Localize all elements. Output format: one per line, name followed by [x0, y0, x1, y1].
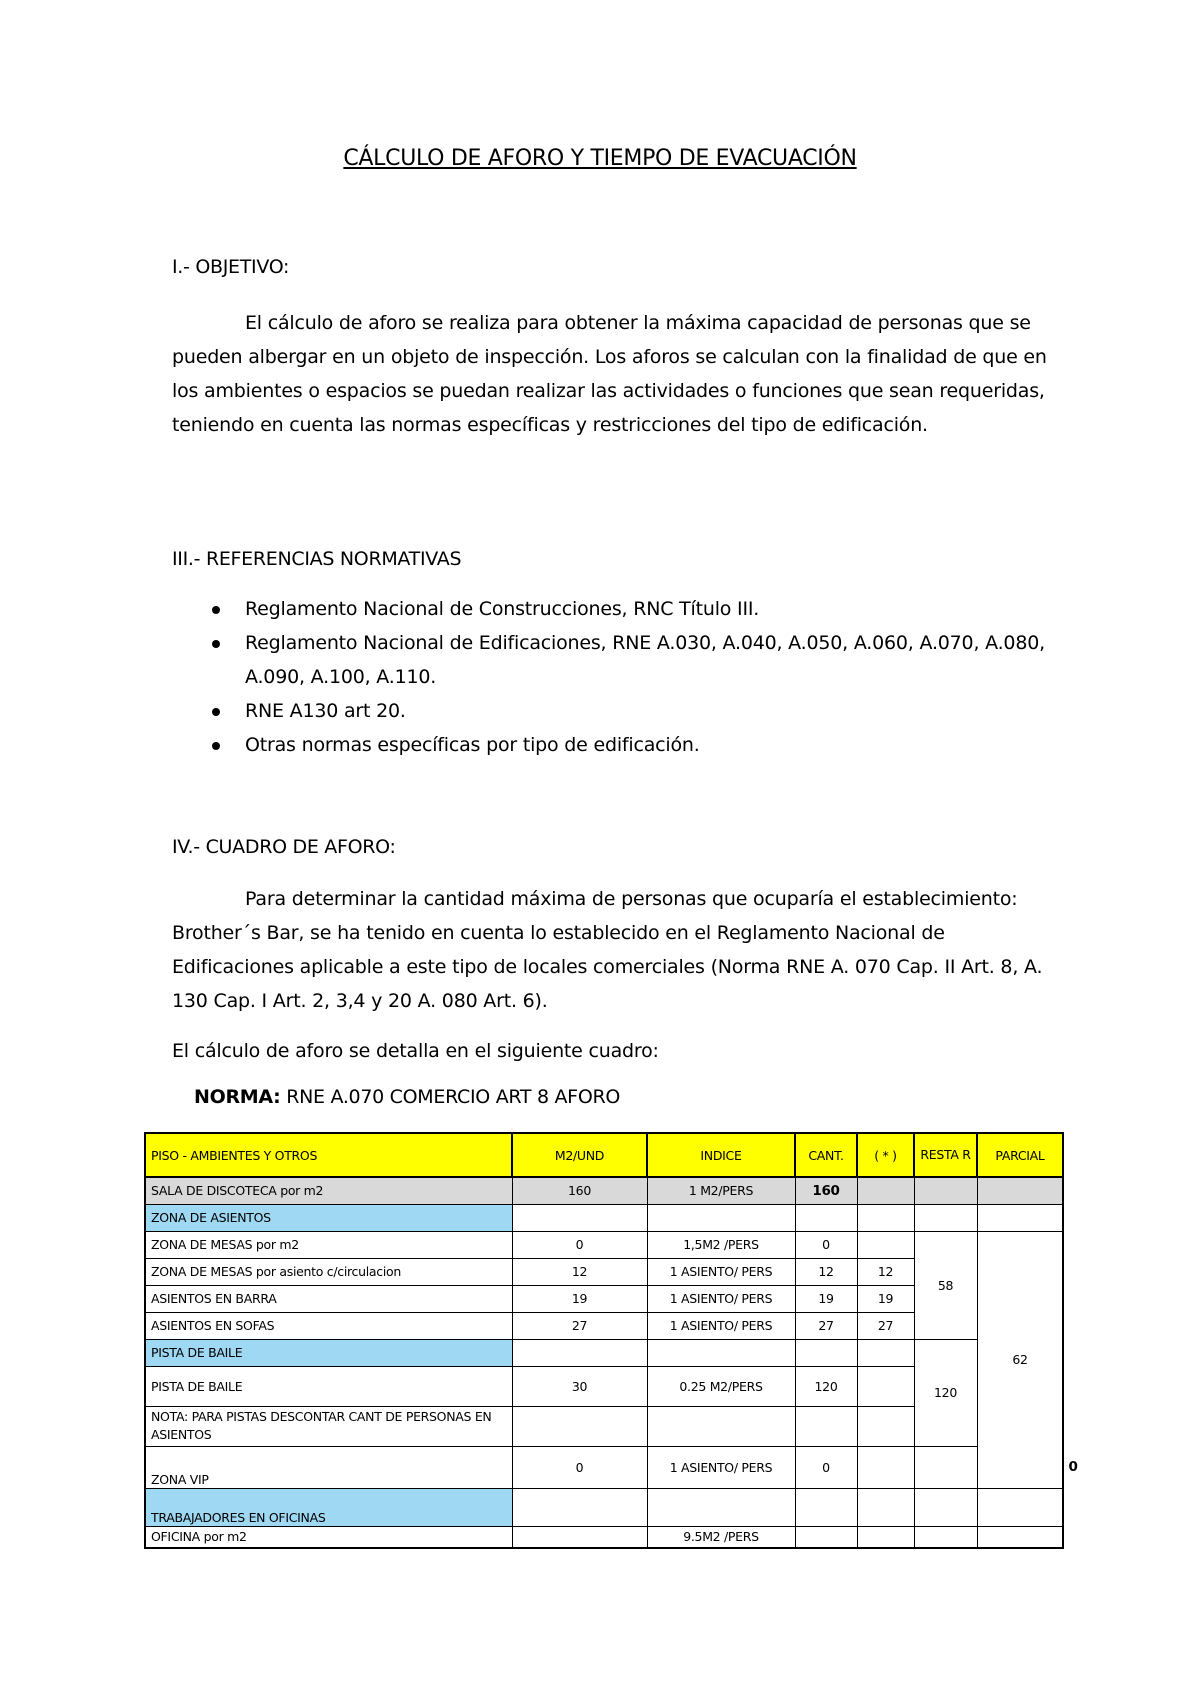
referencias-heading: III.- REFERENCIAS NORMATIVAS [172, 548, 462, 570]
row-indice: 1 ASIENTO/ PERS [647, 1312, 795, 1339]
aforo-table [144, 1132, 1078, 1549]
empty-cell [795, 1339, 857, 1366]
row-label: ZONA DE MESAS por asiento c/circulacion [145, 1258, 512, 1285]
empty-cell [512, 1526, 647, 1548]
row-cant: 19 [795, 1285, 857, 1312]
row-label: PISTA DE BAILE [145, 1366, 512, 1406]
header-m2: M2/UND [512, 1133, 647, 1177]
row-cant: 120 [795, 1366, 857, 1406]
empty-cell [857, 1488, 914, 1526]
empty-cell [795, 1204, 857, 1231]
row-cant: 27 [795, 1312, 857, 1339]
referencia-item: RNE A130 art 20. [172, 694, 1052, 728]
row-star: 27 [857, 1312, 914, 1339]
empty-cell [647, 1488, 795, 1526]
row-cant: 0 [795, 1231, 857, 1258]
empty-cell [914, 1526, 977, 1548]
empty-cell [795, 1406, 857, 1446]
row-indice: 1 M2/PERS [647, 1177, 795, 1204]
objetivo-heading: I.- OBJETIVO: [172, 256, 290, 278]
empty-cell [977, 1488, 1063, 1526]
row-parcial [977, 1177, 1063, 1204]
header-resta: RESTA R [914, 1133, 977, 1177]
section-label: TRABAJADORES EN OFICINAS [145, 1488, 512, 1526]
row-star [857, 1231, 914, 1258]
resta-pista: 120 [914, 1339, 977, 1446]
header-cant: CANT. [795, 1133, 857, 1177]
norma-label: NORMA: [194, 1086, 281, 1108]
header-star: ( * ) [857, 1133, 914, 1177]
row-indice: 1 ASIENTO/ PERS [647, 1446, 795, 1488]
table-row [145, 1231, 1063, 1258]
section-label: PISTA DE BAILE [145, 1339, 512, 1366]
row-indice: 1,5M2 /PERS [647, 1231, 795, 1258]
row-star: 19 [857, 1285, 914, 1312]
cuadro-heading: IV.- CUADRO DE AFORO: [172, 836, 396, 858]
objetivo-text: El cálculo de aforo se realiza para obtener la máxima capacidad de personas que se pueden albergar en un objeto de inspección. Los aforos se calculan con la finalidad de que en los ambientes o espacios se puedan realizar las actividades o funciones que sean requeridas, teniendo en cuenta las normas específicas y restricciones del tipo de edificación. [172, 312, 1047, 436]
empty-cell [857, 1339, 914, 1366]
row-m2: 0 [512, 1231, 647, 1258]
parcial-total: 62 [977, 1231, 1063, 1488]
table-header-row [145, 1133, 1063, 1177]
empty-cell [512, 1339, 647, 1366]
norma-value: RNE A.070 COMERCIO ART 8 AFORO [280, 1086, 621, 1108]
objetivo-paragraph [172, 306, 1052, 442]
empty-cell [647, 1204, 795, 1231]
table-row: ZONA VIP 0 1 ASIENTO/ PERS 0 0 [145, 1446, 1063, 1488]
row-label: OFICINA por m2 [145, 1526, 512, 1548]
row-indice: 0.25 M2/PERS [647, 1366, 795, 1406]
row-label: ZONA VIP [145, 1446, 512, 1488]
empty-cell [512, 1204, 647, 1231]
table-row [145, 1488, 1063, 1526]
row-star: 12 [857, 1258, 914, 1285]
document-title: CÁLCULO DE AFORO Y TIEMPO DE EVACUACIÓN [343, 146, 857, 171]
resta-asientos: 58 [914, 1231, 977, 1339]
row-star [857, 1177, 914, 1204]
row-star [857, 1366, 914, 1406]
header-piso: PISO - AMBIENTES Y OTROS [145, 1133, 512, 1177]
referencia-item: Reglamento Nacional de Edificaciones, RNE A.030, A.040, A.050, A.060, A.070, A.080, A.090, A.100, A.110. [172, 626, 1052, 694]
empty-cell [512, 1488, 647, 1526]
empty-cell [512, 1406, 647, 1446]
norma-line [194, 1086, 620, 1108]
row-label: SALA DE DISCOTECA por m2 [145, 1177, 512, 1204]
row-m2: 12 [512, 1258, 647, 1285]
row-resta [914, 1177, 977, 1204]
empty-cell [647, 1339, 795, 1366]
row-m2: 19 [512, 1285, 647, 1312]
table-row [145, 1526, 1063, 1548]
row-m2: 160 [512, 1177, 647, 1204]
referencias-list [172, 592, 1052, 762]
row-indice: 9.5M2 /PERS [647, 1526, 795, 1548]
row-indice: 1 ASIENTO/ PERS [647, 1258, 795, 1285]
row-cant: 0 [795, 1446, 857, 1488]
table-row [145, 1177, 1063, 1204]
row-resta [914, 1446, 977, 1488]
row-label: ASIENTOS EN BARRA [145, 1285, 512, 1312]
row-m2: 30 [512, 1366, 647, 1406]
cuadro-paragraph [172, 882, 1052, 1018]
empty-cell [647, 1406, 795, 1446]
referencia-item: Reglamento Nacional de Construcciones, RNC Título III. [172, 592, 1052, 626]
cuadro-detalle: El cálculo de aforo se detalla en el siguiente cuadro: [172, 1040, 659, 1062]
empty-cell [795, 1526, 857, 1548]
nota-label: NOTA: PARA PISTAS DESCONTAR CANT DE PERSONAS EN ASIENTOS [145, 1406, 512, 1446]
empty-cell [857, 1204, 914, 1231]
row-indice: 1 ASIENTO/ PERS [647, 1285, 795, 1312]
table-row [145, 1204, 1063, 1231]
row-label: ZONA DE MESAS por m2 [145, 1231, 512, 1258]
empty-cell [977, 1204, 1063, 1231]
table-row [145, 1339, 1063, 1366]
empty-cell [977, 1526, 1063, 1548]
empty-cell [795, 1488, 857, 1526]
empty-cell [857, 1526, 914, 1548]
empty-cell [857, 1406, 914, 1446]
section-label: ZONA DE ASIENTOS [145, 1204, 512, 1231]
row-label: ASIENTOS EN SOFAS [145, 1312, 512, 1339]
row-m2: 0 [512, 1446, 647, 1488]
row-star [857, 1446, 914, 1488]
row-cant: 12 [795, 1258, 857, 1285]
header-indice: INDICE [647, 1133, 795, 1177]
row-m2: 27 [512, 1312, 647, 1339]
referencia-item: Otras normas específicas por tipo de edificación. [172, 728, 1052, 762]
header-parcial: PARCIAL [977, 1133, 1063, 1177]
row-cant: 160 [795, 1177, 857, 1204]
cuadro-text: Para determinar la cantidad máxima de personas que ocuparía el establecimiento: Brother´s Bar, se ha tenido en cuenta lo establecido en el Reglamento Nacional de Edificaciones aplicable a este tipo de locales comerciales (Norma RNE A. 070 Cap. II Art. 8, A. 130 Cap. I Art. 2, 3,4 y 20 A. 080 Art. 6). [172, 888, 1043, 1012]
empty-cell [914, 1488, 977, 1526]
empty-cell [914, 1204, 977, 1231]
